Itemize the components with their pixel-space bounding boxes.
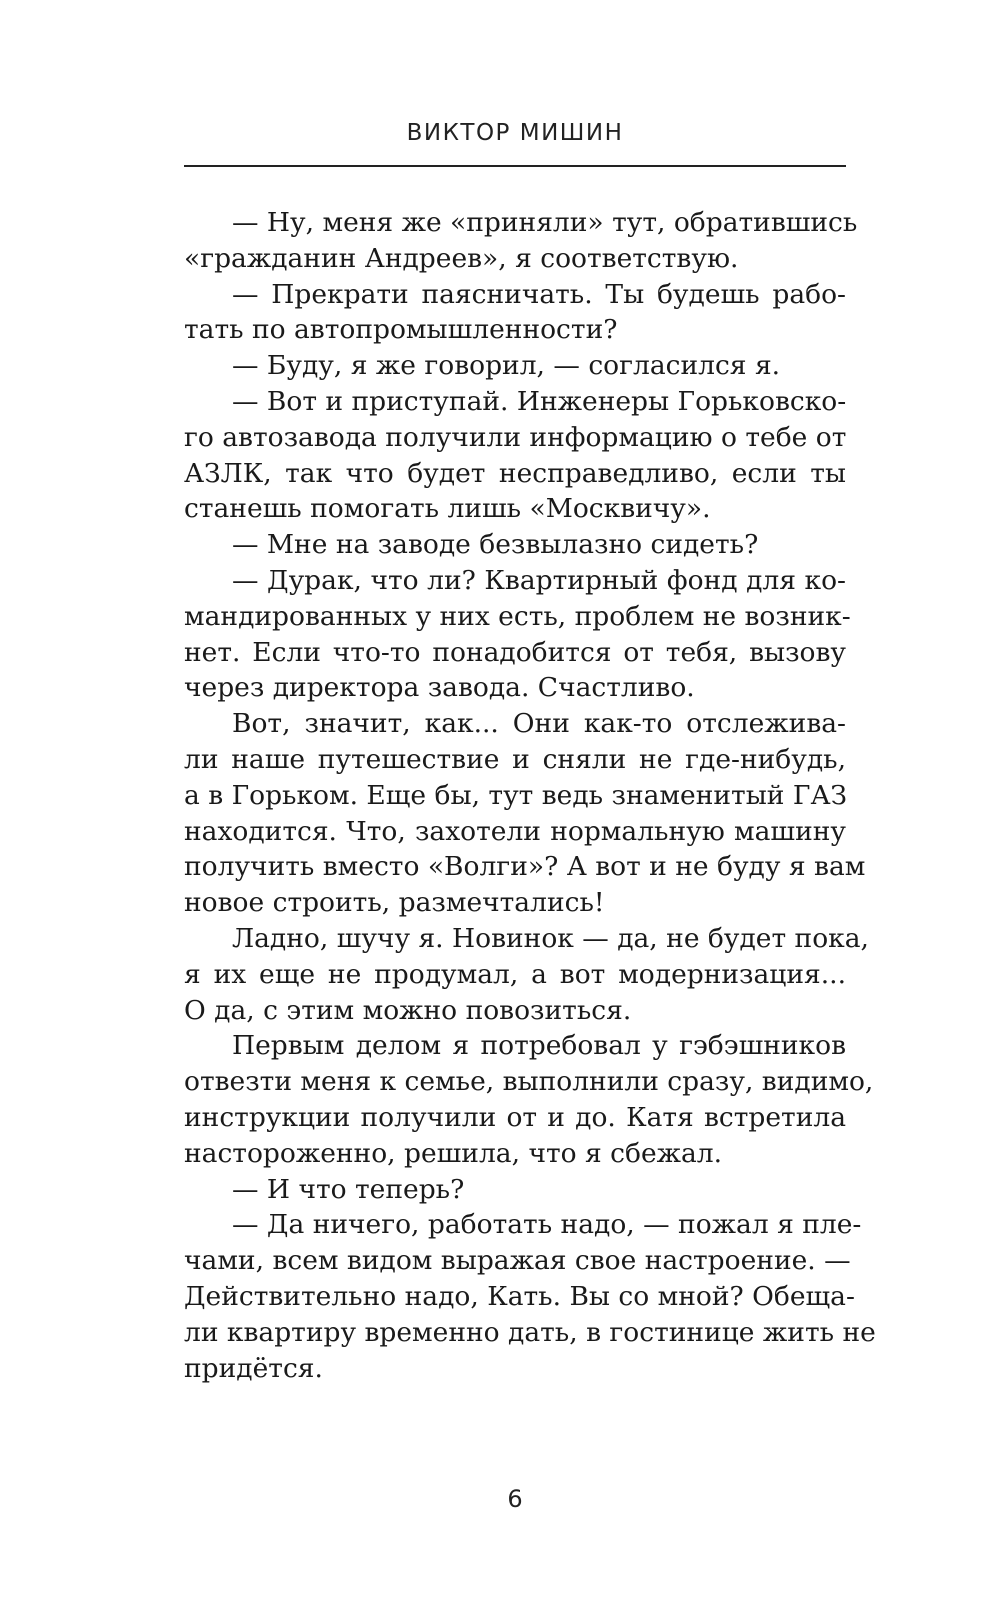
text-line: — Вот и приступай. Инженеры Горьковско- — [232, 385, 847, 417]
text-line: — И что теперь? — [232, 1173, 465, 1205]
text-line: Первым делом я потребовал у гэбэшников — [232, 1030, 846, 1062]
text-line: — Прекрати паясничать. Ты будешь рабо- — [232, 278, 846, 310]
text-line: АЗЛК, так что будет несправедливо, если ты — [184, 457, 846, 489]
text-line: через директора завода. Счастливо. — [184, 672, 695, 704]
paragraph — [184, 1028, 874, 1171]
text-line: — Да ничего, работать надо, — пожал я пле- — [232, 1209, 862, 1241]
page-number: 6 — [507, 1485, 523, 1513]
text-line: получить вместо «Волги»? А вот и не буду я вам — [184, 851, 866, 883]
text-line: Ладно, шучу я. Новинок — да, не будет пока, — [232, 922, 869, 954]
paragraph — [184, 563, 851, 706]
text-line: настороженно, решила, что я сбежал. — [184, 1137, 723, 1169]
paragraph — [184, 348, 846, 384]
paragraph — [184, 706, 866, 921]
text-line: ли наше путешествие и сняли не где-нибудь, — [184, 743, 846, 775]
paragraph — [184, 527, 846, 563]
paragraph — [184, 1207, 876, 1386]
paragraph — [184, 384, 846, 527]
text-line: нет. Если что-то понадобится от тебя, вызову — [184, 636, 846, 668]
paragraph — [184, 205, 858, 277]
text-line: Вот, значит, как... Они как-то отслежива- — [232, 708, 846, 740]
text-line: я их еще не продумал, а вот модернизация... — [184, 958, 846, 990]
running-head-author: ВИКТОР МИШИН — [406, 120, 624, 146]
paragraph — [184, 277, 846, 349]
paragraph — [184, 1172, 846, 1208]
text-line: «гражданин Андреев», я соответствую. — [184, 242, 739, 274]
text-line: станешь помогать лишь «Москвичу». — [184, 493, 711, 525]
header-rule — [184, 165, 846, 167]
text-line: го автозавода получили информацию о тебе от — [184, 421, 847, 453]
body-text — [184, 205, 876, 1386]
text-line: новое строить, размечтались! — [184, 887, 605, 919]
text-line: тать по автопромышленности? — [184, 314, 618, 346]
text-line: — Буду, я же говорил, — согласился я. — [232, 350, 781, 382]
text-line: придётся. — [184, 1352, 323, 1384]
text-line: — Ну, меня же «приняли» тут, обратившись — [232, 207, 858, 238]
text-line: ли квартиру временно дать, в гостинице жить не — [184, 1316, 876, 1348]
text-line: — Мне на заводе безвылазно сидеть? — [232, 529, 759, 561]
text-line: чами, всем видом выражая свое настроение. — — [184, 1245, 851, 1277]
text-line: инструкции получили от и до. Катя встретила — [184, 1101, 846, 1133]
text-line: — Дурак, что ли? Квартирный фонд для ко- — [232, 564, 846, 596]
text-line: а в Горьком. Еще бы, тут ведь знаменитый ГАЗ — [184, 779, 848, 811]
text-line: Действительно надо, Кать. Вы со мной? Обеща- — [184, 1280, 855, 1312]
paragraph — [184, 921, 869, 1028]
text-line: отвезти меня к семье, выполнили сразу, видимо, — [184, 1066, 874, 1098]
text-line: О да, с этим можно повозиться. — [184, 994, 632, 1026]
text-line: находится. Что, захотели нормальную машину — [184, 815, 846, 847]
text-line: мандированных у них есть, проблем не возник- — [184, 600, 851, 632]
